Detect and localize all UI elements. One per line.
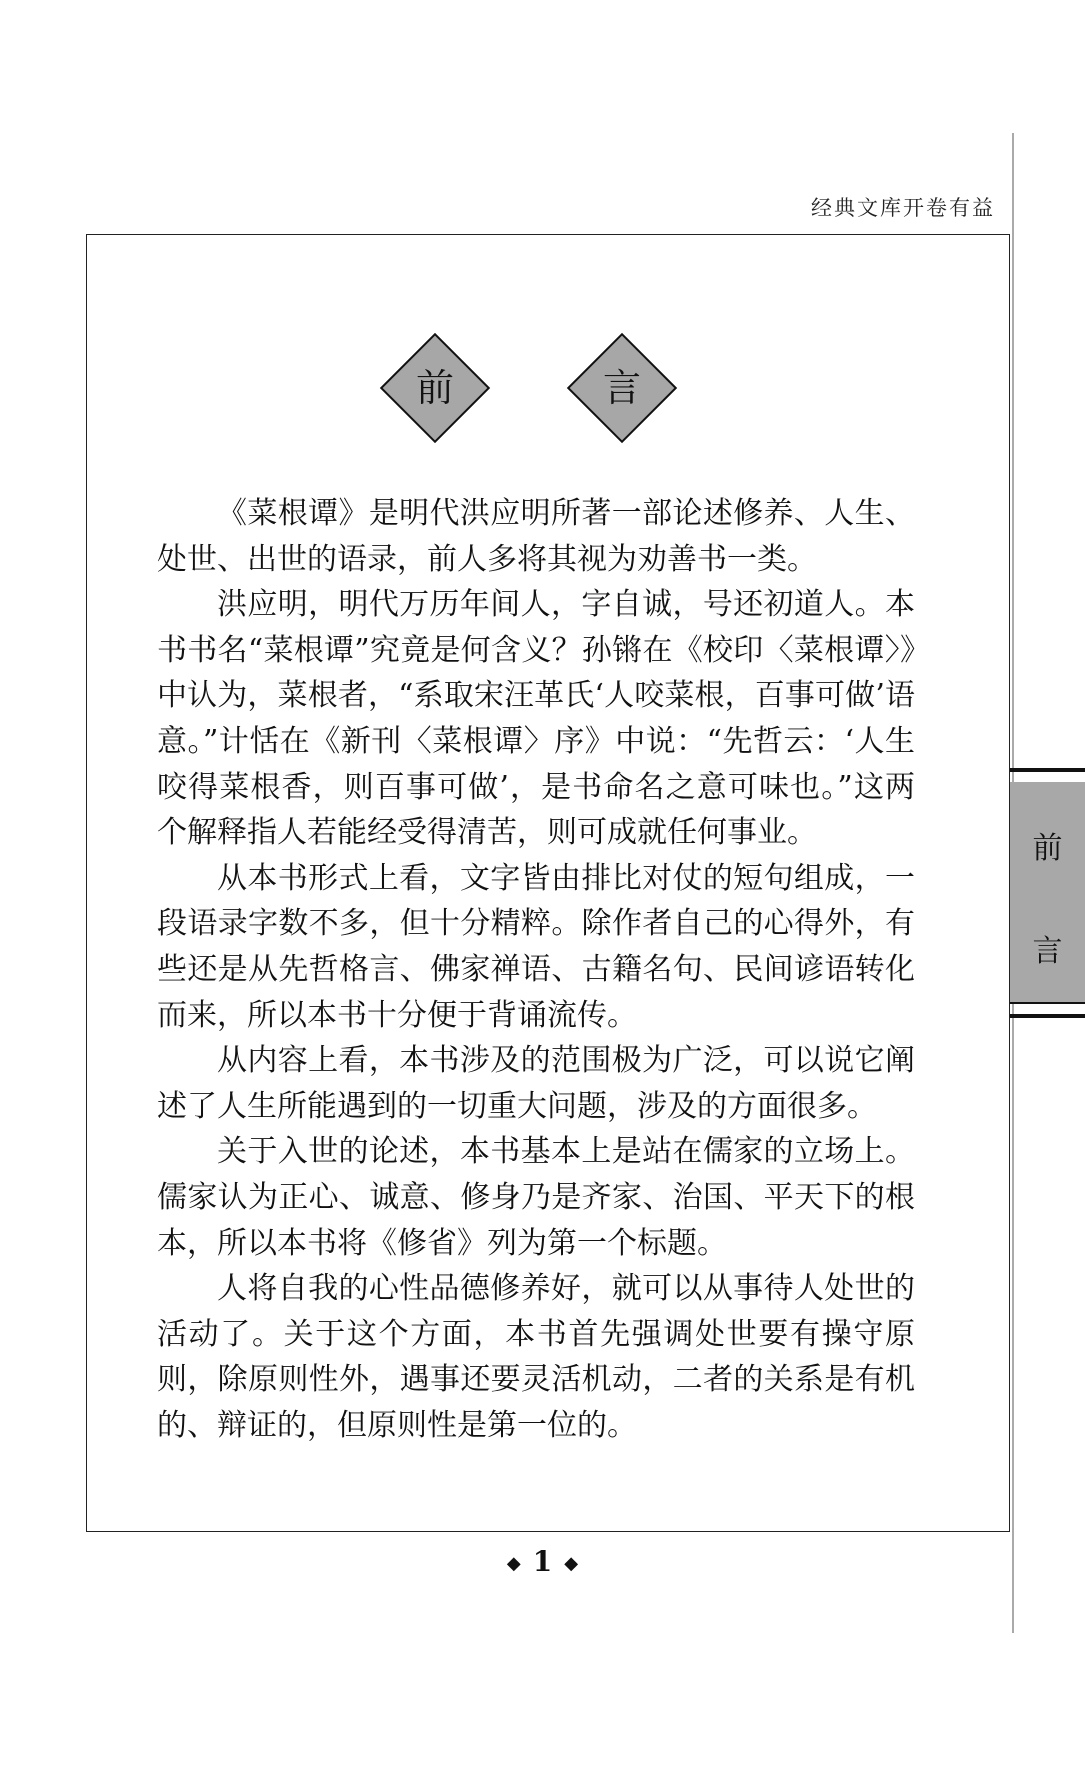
paragraph: 洪应明，明代万历年间人，字自诚，号还初道人。本书书名“菜根谭”究竟是何含义？孙锵在《校印〈菜根谭〉》中认为，菜根者，“系取宋汪革氏‘人咬菜根，百事可做’语意。”计恬在《新刊〈菜根谭〉序》中说：“先哲云：‘人生咬得菜根香，则百事可做’，是书命名之意可味也。”这两个解释指人若能经受得清苦，则可成就任何事业。 (157, 587, 915, 851)
paragraph: 关于入世的论述，本书基本上是站在儒家的立场上。儒家认为正心、诚意、修身乃是齐家、治国、平天下的根本，所以本书将《修省》列为第一个标题。 (157, 1134, 915, 1261)
body-text (157, 491, 915, 1448)
tab-bottom-rule (1010, 1002, 1085, 1018)
title-diamond-1 (380, 333, 490, 443)
title-char-2: 言 (602, 366, 641, 410)
diamond-bullet-icon: ◆ (506, 1553, 521, 1574)
paragraph: 《菜根谭》是明代洪应明所著一部论述修养、人生、处世、出世的语录，前人多将其视为劝善书一类。 (157, 496, 915, 577)
chapter-side-tab (1010, 768, 1085, 1018)
running-header: 经典文库开卷有益 (811, 196, 995, 220)
paragraph: 从内容上看，本书涉及的范围极为广泛，可以说它阐述了人生所能遇到的一切重大问题，涉及的方面很多。 (157, 1043, 915, 1124)
title-char-1: 前 (415, 366, 454, 410)
paragraph: 人将自我的心性品德修养好，就可以从事待人处世的活动了。关于这个方面，本书首先强调处世要有操守原则，除原则性外，遇事还要灵活机动，二者的关系是有机的、辩证的，但原则性是第一位的。 (157, 1271, 915, 1443)
paragraph: 从本书形式上看，文字皆由排比对仗的短句组成，一段语录字数不多，但十分精粹。除作者自己的心得外，有些还是从先哲格言、佛家禅语、古籍名句、民间谚语转化而来，所以本书十分便于背诵流传。 (157, 860, 915, 1033)
tab-char-1: 前 (1032, 831, 1063, 866)
page-number-footer (0, 1545, 1085, 1578)
tab-char-2: 言 (1032, 934, 1063, 969)
page-number: 1 (532, 1545, 553, 1578)
diamond-bullet-icon: ◆ (564, 1553, 579, 1574)
tab-panel (1010, 782, 1085, 1004)
title-diamond-2 (567, 333, 677, 443)
